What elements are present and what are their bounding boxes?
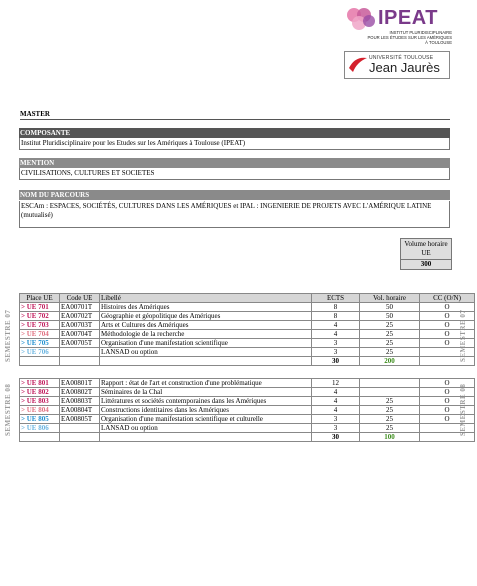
- ipeat-line-1: INSTITUT PLURIDISCIPLINAIRE: [389, 30, 452, 35]
- ue-code: EA00805T: [60, 415, 100, 424]
- semester-08-table: [19, 378, 475, 442]
- ue-cc: O: [420, 312, 475, 321]
- ue-ects: 3: [312, 339, 360, 348]
- semester-08-total-ects: 30: [312, 433, 360, 442]
- ue-code: [60, 348, 100, 357]
- header-place: Place UE: [20, 294, 60, 303]
- master-rule: [20, 119, 450, 120]
- ue-vol: 25: [360, 406, 420, 415]
- table-row: [20, 303, 475, 312]
- ue-libelle: Séminaires de la Chal: [100, 388, 312, 397]
- ue-place-link[interactable]: > UE 705: [20, 339, 60, 348]
- ue-ects: 4: [312, 330, 360, 339]
- mention-value: CIVILISATIONS, CULTURES ET SOCIETES: [19, 168, 450, 180]
- ue-libelle: Organisation d'une manifestation scientifique: [100, 339, 312, 348]
- ue-cc: O: [420, 379, 475, 388]
- ut-logo: [344, 51, 450, 79]
- ue-place-link[interactable]: > UE 805: [20, 415, 60, 424]
- ue-ects: 8: [312, 312, 360, 321]
- ue-code: EA00802T: [60, 388, 100, 397]
- ipeat-word: IPEAT: [378, 7, 438, 29]
- ue-vol: 50: [360, 312, 420, 321]
- ue-code: EA00701T: [60, 303, 100, 312]
- ue-cc: O: [420, 406, 475, 415]
- semester-08-total-vol: 100: [360, 433, 420, 442]
- ue-libelle: Rapport : état de l'art et construction d'une problématique: [100, 379, 312, 388]
- volume-value: 300: [401, 259, 451, 269]
- ue-ects: 3: [312, 348, 360, 357]
- parcours-value: ESCAm : ESPACES, SOCIÉTÉS, CULTURES DANS LES AMÉRIQUES et IPAL : INGENIERIE DE PROJETS AVEC L'AMÉRIQUE LATINE (mutualisé): [19, 201, 450, 228]
- parcours-header: NOM DU PARCOURS: [19, 190, 450, 200]
- semester-07-total-ects: 30: [312, 357, 360, 366]
- ue-libelle: Littératures et sociétés contemporaines dans les Amériques: [100, 397, 312, 406]
- ue-code: EA00702T: [60, 312, 100, 321]
- ue-vol: 25: [360, 415, 420, 424]
- ut-small-text: UNIVERSITÉ TOULOUSE: [369, 55, 434, 61]
- ue-cc: [420, 424, 475, 433]
- semester-07-left-label: SEMESTRE 07: [4, 309, 12, 362]
- ue-ects: 3: [312, 424, 360, 433]
- table-header-row: [20, 294, 475, 303]
- ue-place-link[interactable]: > UE 702: [20, 312, 60, 321]
- ue-ects: 4: [312, 397, 360, 406]
- ue-place-link[interactable]: > UE 706: [20, 348, 60, 357]
- ue-code: EA00705T: [60, 339, 100, 348]
- volume-box: [400, 238, 452, 270]
- ue-libelle: LANSAD ou option: [100, 424, 312, 433]
- table-row: [20, 406, 475, 415]
- composante-value: Institut Pluridisciplinaire pour les Etudes sur les Amériques à Toulouse (IPEAT): [19, 138, 450, 150]
- table-row: [20, 388, 475, 397]
- ue-vol: 25: [360, 348, 420, 357]
- ue-libelle: Méthodologie de la recherche: [100, 330, 312, 339]
- ue-ects: 3: [312, 415, 360, 424]
- ipeat-line-3: À TOULOUSE: [425, 40, 452, 45]
- semester-07-table: [19, 293, 475, 366]
- ue-libelle: Constructions identitaires dans les Amériques: [100, 406, 312, 415]
- ue-ects: 4: [312, 388, 360, 397]
- ipeat-line-2: POUR LES ÉTUDES SUR LES AMÉRIQUES: [367, 35, 452, 40]
- ue-place-link[interactable]: > UE 803: [20, 397, 60, 406]
- ue-libelle: LANSAD ou option: [100, 348, 312, 357]
- mention-header: MENTION: [19, 158, 450, 168]
- semester-07-total-vol: 200: [360, 357, 420, 366]
- ue-cc: [420, 348, 475, 357]
- ue-ects: 4: [312, 406, 360, 415]
- header-libelle: Libellé: [100, 294, 312, 303]
- ue-ects: 8: [312, 303, 360, 312]
- ue-vol: 50: [360, 303, 420, 312]
- table-row: [20, 397, 475, 406]
- ue-ects: 4: [312, 321, 360, 330]
- header-cc: CC (O/N): [420, 294, 475, 303]
- semester-08-right-label: SEMESTRE 08: [459, 383, 467, 436]
- semester-08-total-row: [20, 433, 475, 442]
- table-row: [20, 379, 475, 388]
- ue-place-link[interactable]: > UE 802: [20, 388, 60, 397]
- master-label: MASTER: [20, 110, 50, 118]
- table-row: [20, 339, 475, 348]
- header-ects: ECTS: [312, 294, 360, 303]
- ue-libelle: Organisation d'une manifestation scientifique et culturelle: [100, 415, 312, 424]
- ue-cc: O: [420, 388, 475, 397]
- ue-vol: 25: [360, 321, 420, 330]
- ue-libelle: Arts et Cultures des Amériques: [100, 321, 312, 330]
- header-vol: Vol. horaire: [360, 294, 420, 303]
- ipeat-flower-icon: [344, 6, 378, 32]
- ue-cc: O: [420, 303, 475, 312]
- table-row: [20, 330, 475, 339]
- ue-code: EA00704T: [60, 330, 100, 339]
- composante-header: COMPOSANTE: [19, 128, 450, 138]
- semester-07-right-label: SEMESTRE 07: [459, 309, 467, 362]
- ue-vol: 25: [360, 424, 420, 433]
- ue-place-link[interactable]: > UE 704: [20, 330, 60, 339]
- ue-code: EA00703T: [60, 321, 100, 330]
- ue-place-link[interactable]: > UE 804: [20, 406, 60, 415]
- ue-ects: 12: [312, 379, 360, 388]
- ue-cc: O: [420, 321, 475, 330]
- semester-08-left-label: SEMESTRE 08: [4, 383, 12, 436]
- ue-place-link[interactable]: > UE 703: [20, 321, 60, 330]
- table-row: [20, 424, 475, 433]
- ue-vol: [360, 388, 420, 397]
- ue-vol: 25: [360, 330, 420, 339]
- ue-libelle: Histoires des Amériques: [100, 303, 312, 312]
- ue-vol: [360, 379, 420, 388]
- ipeat-logo: [344, 6, 452, 48]
- ue-place-link[interactable]: > UE 701: [20, 303, 60, 312]
- semester-07-total-row: [20, 357, 475, 366]
- ue-code: [60, 424, 100, 433]
- ue-cc: O: [420, 330, 475, 339]
- volume-label: Volume horaire UE: [404, 240, 448, 257]
- ut-swoosh-icon: [347, 54, 369, 76]
- ue-code: EA00801T: [60, 379, 100, 388]
- ue-vol: 25: [360, 397, 420, 406]
- ue-place-link[interactable]: > UE 806: [20, 424, 60, 433]
- ue-vol: 25: [360, 339, 420, 348]
- ue-code: EA00804T: [60, 406, 100, 415]
- table-row: [20, 321, 475, 330]
- table-row: [20, 415, 475, 424]
- header-code: Code UE: [60, 294, 100, 303]
- ue-cc: O: [420, 415, 475, 424]
- table-row: [20, 312, 475, 321]
- table-row: [20, 348, 475, 357]
- ue-libelle: Géographie et géopolitique des Amériques: [100, 312, 312, 321]
- ut-big-text: Jean Jaurès: [369, 60, 440, 75]
- ue-place-link[interactable]: > UE 801: [20, 379, 60, 388]
- ue-cc: O: [420, 339, 475, 348]
- ue-code: EA00803T: [60, 397, 100, 406]
- ue-cc: O: [420, 397, 475, 406]
